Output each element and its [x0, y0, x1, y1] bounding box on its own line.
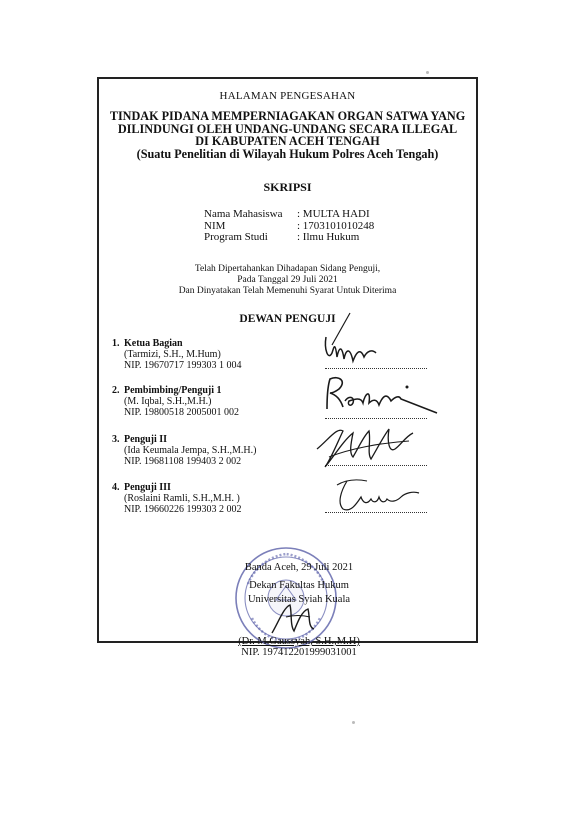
document-frame [97, 77, 478, 658]
title-line: DI KABUPATEN ACEH TENGAH [195, 134, 380, 148]
examiner-nip: NIP. 19681108 199403 2 002 [124, 456, 242, 467]
signature-penguji-3 [327, 473, 447, 518]
examiner-name: (M. Iqbal, S.H.,M.H.) [124, 396, 212, 407]
dean-position: Dekan Fakultas Hukum [249, 580, 349, 591]
dean-nip: NIP. 197412201999031001 [241, 647, 357, 658]
thesis-title [99, 110, 476, 160]
name-label: Nama Mahasiswa [204, 208, 283, 220]
scan-speck [426, 71, 429, 74]
examiner-role: Pembimbing/Penguji 1 [124, 385, 222, 396]
signature-penguji-2 [309, 419, 429, 474]
scan-speck [352, 721, 355, 724]
student-values [297, 209, 374, 244]
examiner-1 [112, 338, 332, 374]
board-title: DEWAN PENGUJI [239, 313, 336, 325]
examiner-nip: NIP. 19660226 199303 2 002 [124, 504, 242, 515]
examiner-role: Penguji III [124, 482, 171, 493]
examiner-number: 1. [112, 338, 120, 349]
examiner-role: Ketua Bagian [124, 338, 183, 349]
examiner-nip: NIP. 19670717 199303 1 004 [124, 360, 242, 371]
defense-line: Telah Dipertahankan Dihadapan Sidang Penguji, [194, 264, 381, 274]
examiner-name: (Tarmizi, S.H., M.Hum) [124, 349, 221, 360]
dean-name: (Dr. M.Gaussyah, S.H.,M.H) [238, 636, 360, 647]
signature-dean [264, 599, 324, 639]
defense-line: Pada Tanggal 29 Juli 2021 [237, 275, 338, 285]
examiner-name: (Ida Keumala Jempa, S.H.,M.H.) [124, 445, 257, 456]
signature-pembimbing [317, 371, 447, 421]
examiner-4 [112, 482, 332, 518]
student-labels [204, 209, 283, 244]
signature-ketua [304, 309, 414, 369]
title-line: TINDAK PIDANA MEMPERNIAGAKAN ORGAN SATWA YANG [109, 109, 466, 123]
title-subtitle: (Suatu Penelitian di Wilayah Hukum Polres Aceh Tengah) [136, 146, 439, 161]
page-header: HALAMAN PENGESAHAN [219, 90, 356, 102]
examiner-number: 4. [112, 482, 120, 493]
dean-institution: Universitas Syiah Kuala [247, 594, 351, 605]
nim-value: : 1703101010248 [297, 219, 375, 232]
title-line: DILINDUNGI OLEH UNDANG-UNDANG SECARA ILLEGAL [117, 121, 458, 136]
examiner-name: (Roslaini Ramli, S.H.,M.H. ) [124, 493, 240, 504]
examiner-3 [112, 434, 332, 470]
defense-line: Dan Dinyatakan Telah Memenuhi Syarat Untuk Diterima [178, 286, 397, 296]
place-date: Banda Aceh, 29 Juli 2021 [244, 562, 354, 573]
examiner-2 [112, 385, 332, 421]
nim-label: NIM [204, 219, 226, 232]
dean-identity [209, 635, 389, 660]
program-value: : Ilmu Hukum [297, 231, 360, 243]
name-value: : MULTA HADI [297, 208, 370, 220]
defense-statement [99, 264, 476, 297]
examiner-nip: NIP. 19800518 2005001 002 [124, 407, 240, 418]
program-label: Program Studi [204, 231, 268, 243]
examiner-role: Penguji II [124, 434, 168, 445]
document-type: SKRIPSI [263, 180, 312, 194]
examiner-number: 3. [112, 434, 120, 445]
examiner-number: 2. [112, 385, 120, 396]
